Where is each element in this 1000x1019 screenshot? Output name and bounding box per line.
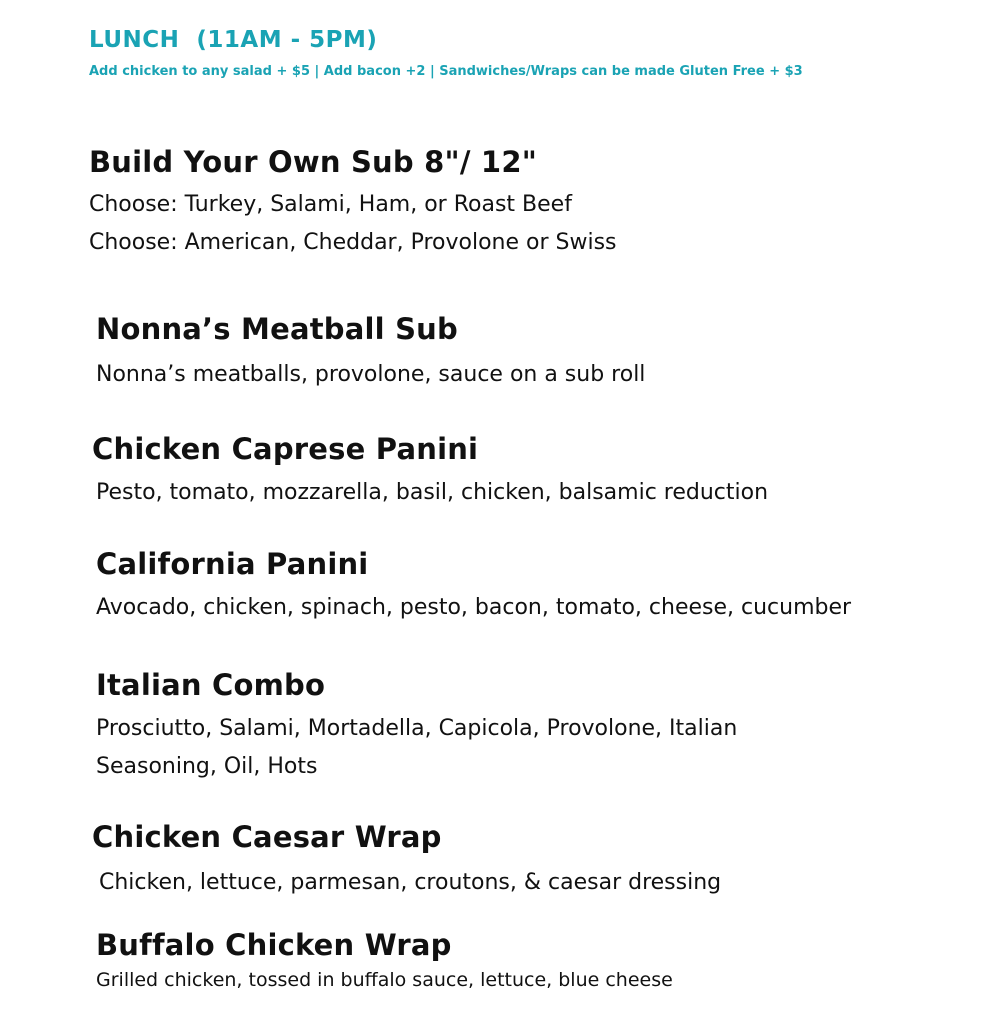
menu-item-description: Choose: Turkey, Salami, Ham, or Roast Beef bbox=[89, 192, 572, 217]
menu-add-on-note: Add chicken to any salad + $5 | Add bacon +2 | Sandwiches/Wraps can be made Gluten Free + $3 bbox=[89, 64, 803, 79]
menu-item-description: Prosciutto, Salami, Mortadella, Capicola, Provolone, Italian bbox=[96, 716, 738, 741]
menu-item-description: Choose: American, Cheddar, Provolone or Swiss bbox=[89, 230, 617, 255]
menu-item-description: Pesto, tomato, mozzarella, basil, chicken, balsamic reduction bbox=[96, 480, 769, 505]
menu-item-name: Chicken Caesar Wrap bbox=[92, 820, 442, 854]
menu-section-title: LUNCH (11AM - 5PM) bbox=[89, 27, 378, 53]
menu-item-name: California Panini bbox=[96, 547, 369, 581]
menu-item-description: Avocado, chicken, spinach, pesto, bacon, tomato, cheese, cucumber bbox=[96, 595, 852, 620]
menu-item-description: Nonna’s meatballs, provolone, sauce on a sub roll bbox=[96, 362, 646, 387]
menu-item-name: Nonna’s Meatball Sub bbox=[96, 312, 458, 346]
menu-item-description: Grilled chicken, tossed in buffalo sauce, lettuce, blue cheese bbox=[96, 969, 673, 991]
menu-item-name: Chicken Caprese Panini bbox=[92, 432, 479, 466]
menu-item-name: Build Your Own Sub 8"/ 12" bbox=[89, 145, 538, 179]
menu-item-name: Buffalo Chicken Wrap bbox=[96, 928, 452, 962]
menu-item-name: Italian Combo bbox=[96, 668, 326, 702]
menu-item-description: Chicken, lettuce, parmesan, croutons, & caesar dressing bbox=[99, 870, 722, 895]
menu-item-description: Seasoning, Oil, Hots bbox=[96, 754, 318, 779]
